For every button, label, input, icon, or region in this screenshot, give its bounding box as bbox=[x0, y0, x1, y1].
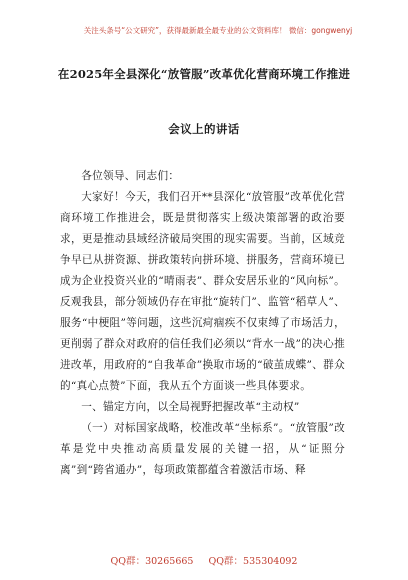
paragraph-opening: 大家好！今天，我们召开**县深化“放管服”改革优化营商环境工作推进会，既是贯彻落实上级决策部署的政治要求，更是推动县域经济破局突围的现实需要。当前，区域竞争早已从拼资源、拼政策转向拼环境、拼服务，营商环境已成为企业投资兴业的“晴雨表”、群众安居乐业的“风向标”。反观我县，部分领域仍存在审批“旋转门”、监管“稻草人”、服务“中梗阻”等问题，这些沉疴痼疾不仅束缚了市场活力，更削弱了群众对政府的信任我们必须以“背水一战”的决心推进改革，用政府的“自我革命”换取市场的“破茧成蝶”、群众的“真心点赞”下面，我从五个方面谈一些具体要求。 bbox=[60, 191, 345, 392]
promo-banner bbox=[58, 10, 378, 50]
paragraph-subsection-1: （一）对标国家战略，校准改革“坐标系”。“放管服”改革是党中央推动高质量发展的关键一招，从“证照分离”到“跨省通办”，每项政策都蕴含着激活市场、释 bbox=[60, 422, 345, 476]
document-body bbox=[60, 166, 345, 481]
footer-qq-group-2: QQ群：535304092 bbox=[208, 556, 298, 567]
footer-qq-group-1: QQ群：30265665 bbox=[110, 556, 194, 567]
document-title-line-1: 在2025年全县深化“放管服”改革优化营商环境工作推进 bbox=[57, 67, 351, 81]
promo-banner-text: 关注头条号“公文研究”，获得最新最全最专业的公文资料库！ 微信：gongwenyj bbox=[83, 25, 353, 35]
document-title-line-2: 会议上的讲话 bbox=[168, 122, 240, 136]
footer-qq-groups bbox=[0, 553, 408, 567]
salutation: 各位领导、同志们： bbox=[81, 170, 180, 182]
section-heading-1: 一、锚定方向，以全局视野把握改革“主动权” bbox=[81, 401, 300, 413]
